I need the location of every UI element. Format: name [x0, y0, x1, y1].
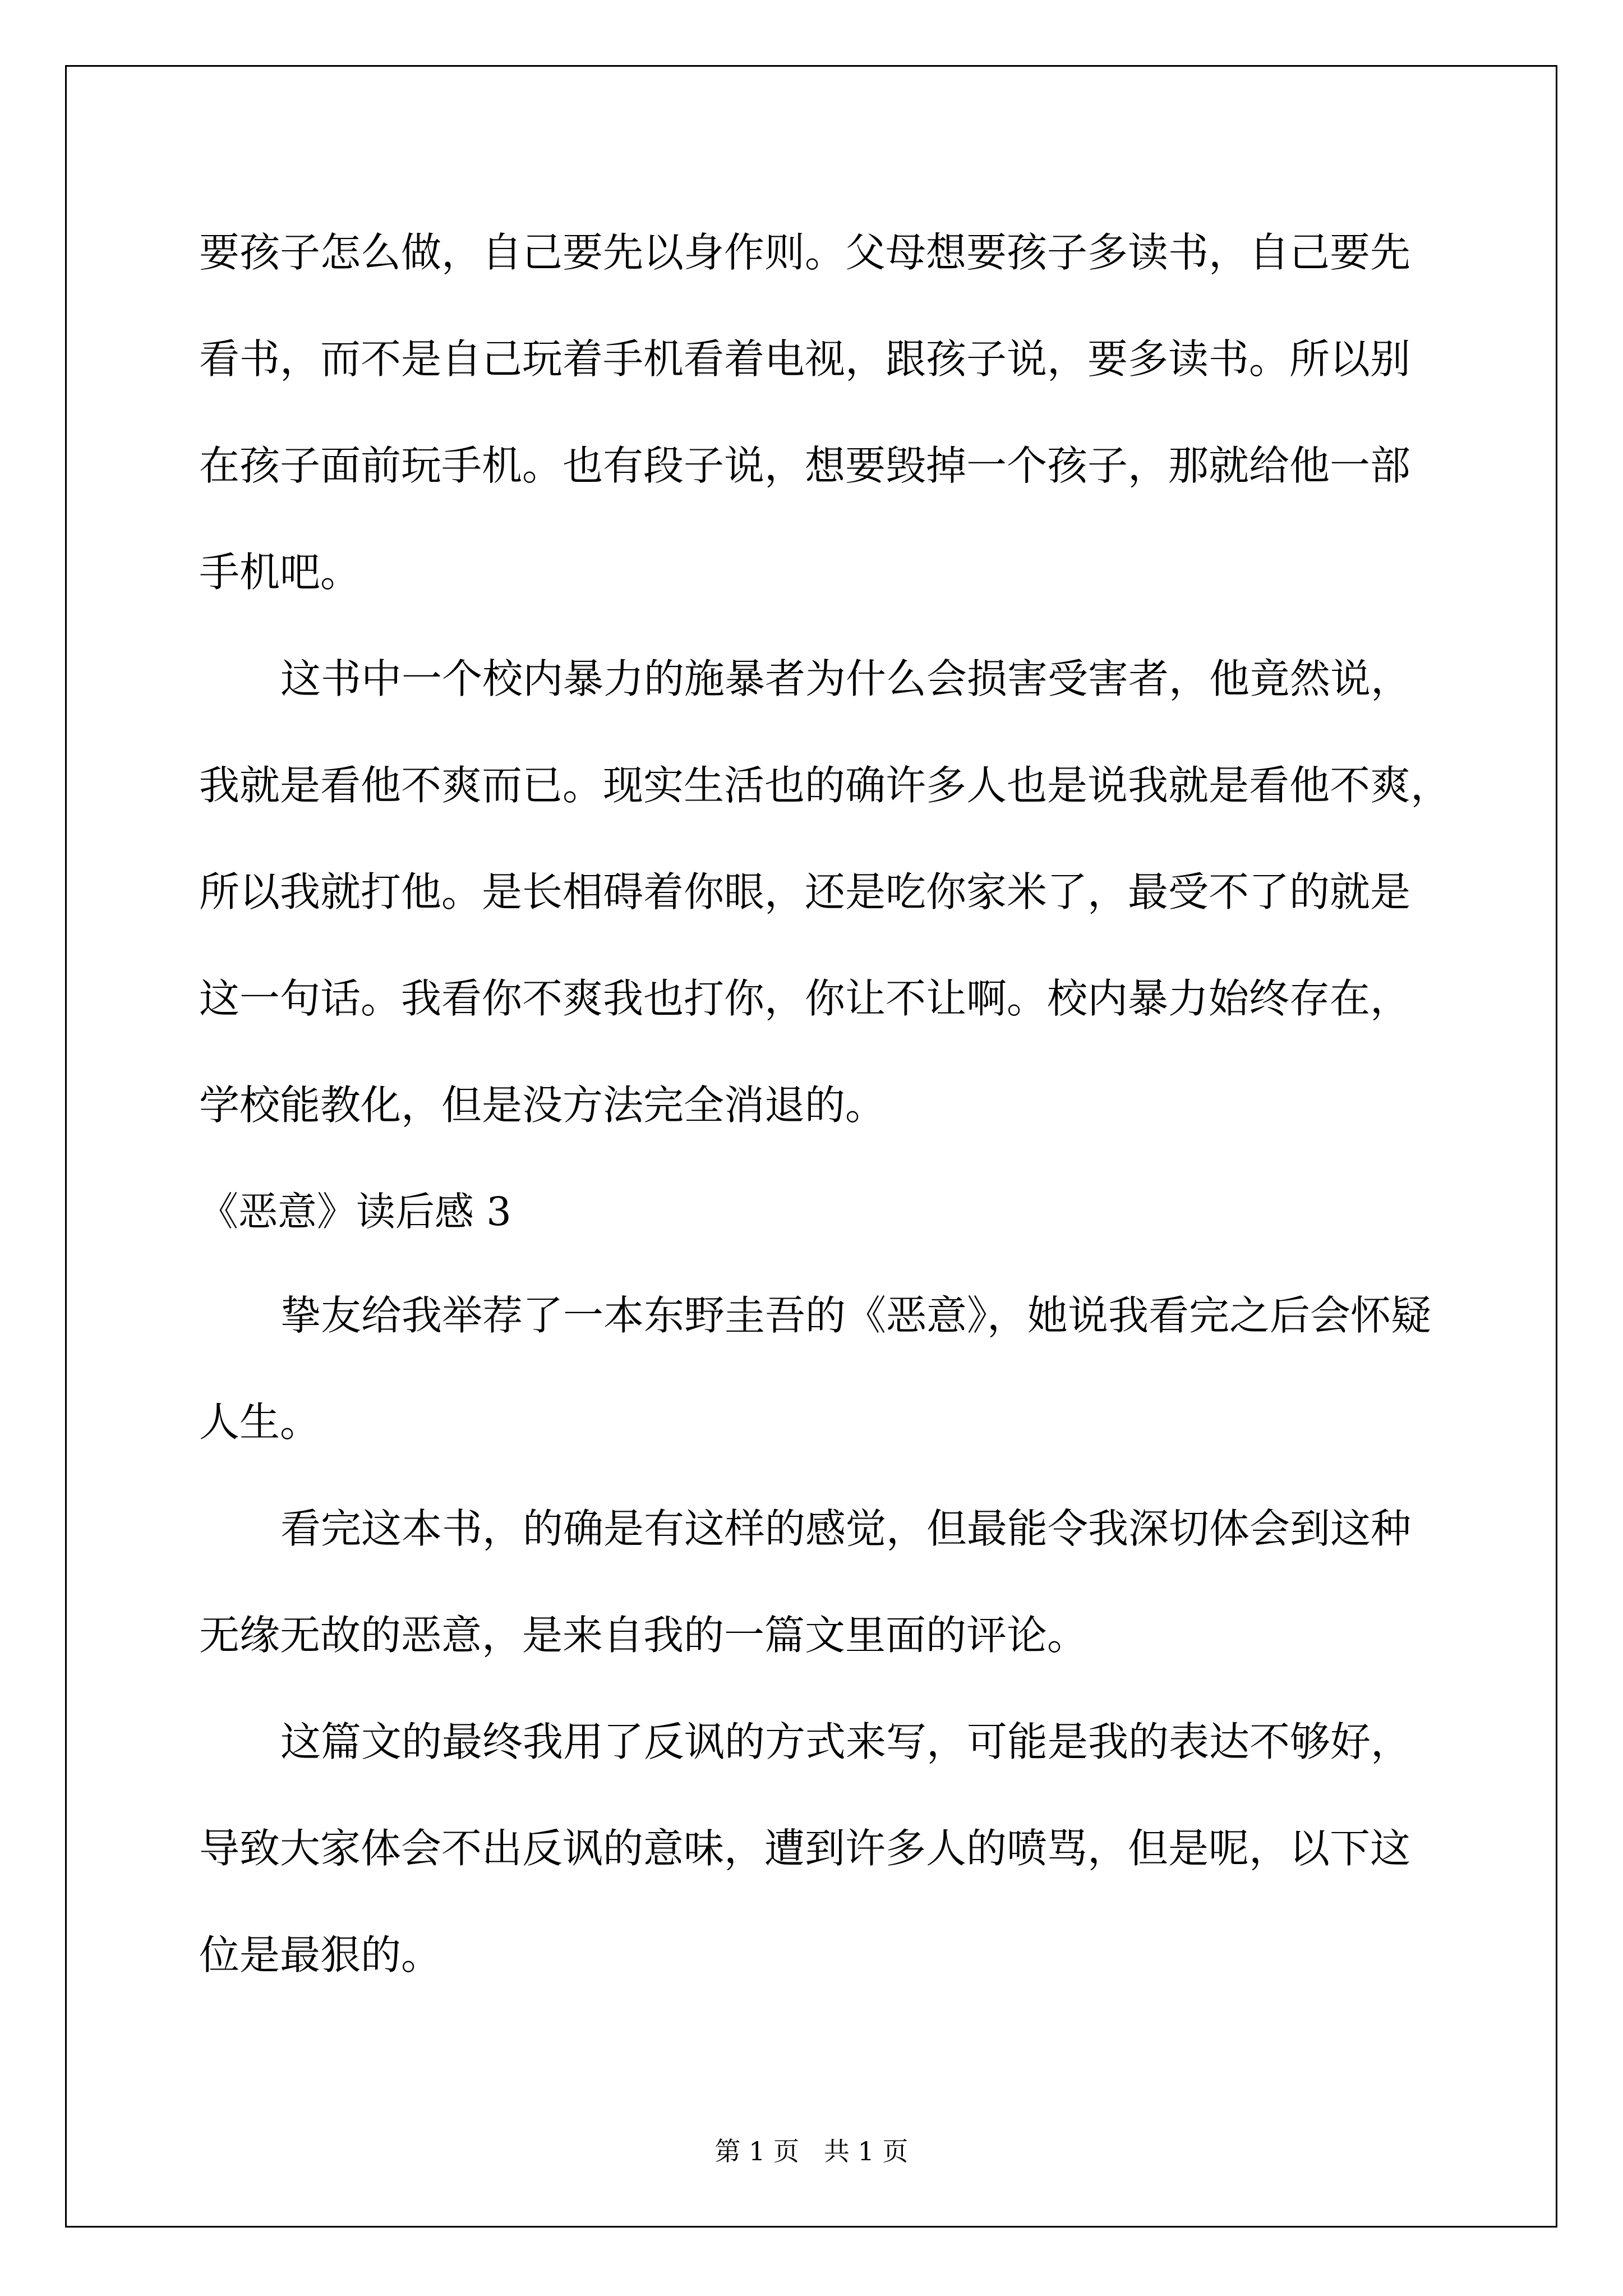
- text-line: 无缘无故的恶意，是来自我的一篇文里面的评论。: [199, 1612, 1088, 1659]
- text-line: 我就是看他不爽而已。现实生活也的确许多人也是说我就是看他不爽，: [199, 762, 1451, 809]
- text-line: 人生。: [199, 1398, 321, 1446]
- text-line: 这书中一个校内暴力的施暴者为什么会损害受害者，他竟然说，: [280, 655, 1412, 702]
- page-footer: 第 1 页 共 1 页: [714, 2136, 909, 2166]
- text-line: 这一句话。我看你不爽我也打你，你让不让啊。校内暴力始终存在，: [199, 975, 1411, 1022]
- text-line: 手机吧。: [199, 549, 361, 596]
- page-border: [65, 65, 1557, 2228]
- text-line: 要孩子怎么做，自己要先以身作则。父母想要孩子多读书，自己要先: [199, 229, 1411, 276]
- text-line: 导致大家体会不出反讽的意味，遭到许多人的喷骂，但是呢，以下这: [199, 1825, 1411, 1872]
- text-line: 学校能教化，但是没方法完全消退的。: [199, 1082, 886, 1129]
- text-line: 看完这本书，的确是有这样的感觉，但最能令我深切体会到这种: [280, 1505, 1412, 1552]
- text-line: 看书，而不是自己玩着手机看着电视，跟孩子说，要多读书。所以别: [199, 335, 1411, 383]
- text-line: 这篇文的最终我用了反讽的方式来写，可能是我的表达不够好，: [280, 1718, 1412, 1765]
- text-line: 在孩子面前玩手机。也有段子说，想要毁掉一个孩子，那就给他一部: [199, 442, 1411, 489]
- text-line: 挚友给我举荐了一本东野圭吾的《恶意》，她说我看完之后会怀疑: [280, 1292, 1432, 1339]
- text-line: 位是最狠的。: [199, 1931, 442, 1978]
- section-heading: 《恶意》读后感 3: [199, 1189, 511, 1235]
- text-line: 所以我就打他。是长相碍着你眼，还是吃你家米了，最受不了的就是: [199, 868, 1411, 915]
